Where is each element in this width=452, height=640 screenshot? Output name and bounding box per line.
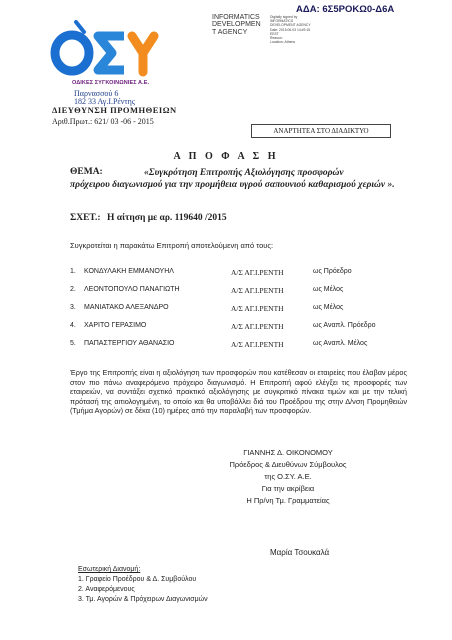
member-number: 2. (70, 286, 76, 293)
intro-text: Συγκροτείται η παρακάτω Επιτροπή αποτελούμενη από τους: (70, 241, 274, 250)
address-line-2: 182 33 Αγ.Ι.Ρέντης (74, 97, 135, 106)
member-organization: Α/Σ ΑΓ.Ι.ΡΕΝΤΗ (231, 304, 284, 313)
member-name: ΧΑΡΙΤΟ ΓΕΡΑΣΙΜΟ (84, 322, 147, 329)
member-organization: Α/Σ ΑΓ.Ι.ΡΕΝΤΗ (231, 268, 284, 277)
signatory-organization: της Ο.ΣΥ. Α.Ε. (264, 472, 312, 481)
signatory-name: ΓΙΑΝΝΗΣ Δ. ΟΙΚΟΝΟΜΟΥ (243, 448, 333, 457)
member-organization: Α/Σ ΑΓ.Ι.ΡΕΝΤΗ (231, 322, 284, 331)
document-title: Α Π Ο Φ Α Σ Η (173, 151, 279, 162)
member-row (70, 304, 410, 314)
member-name: ΛΕΟΝΤΟΠΟΥΛΟ ΠΑΝΑΓΙΩΤΗ (84, 286, 180, 293)
member-role: ως Αναπλ. Μέλος (313, 340, 368, 347)
protocol-number: Αριθ.Πρωτ.: 621/ 03 -06 - 2015 (52, 117, 154, 126)
subject-line-2: πρόχειρου διαγωνισμού για την προμήθεια υγρού σαπουνιού καθαρισμού χεριών ». (70, 180, 395, 190)
body-paragraph: Έργο της Επιτροπής είναι η αξιολόγηση των προσφορών που κατέθεσαν οι εταιρείες που έλαβαν μέρος στον πιο πάνω αναφερόμενο πρόχειρο διαγωνισμό. Η Επιτροπή αφού ελέγξει τις προσφορές των εταιρειών, να συντάξει σχετικό πρακτικό αξιολόγησης με συγκριτικό πίνακα τιμών και με την τελική πρότασή της αιτιολογημένη, το οποίο και θα υποβάλλει διά του Προέδρου της στην Δ/νση Προμηθειών (Τμήμα Αγορών) σε δέκα (10) ημέρες από την παραλαβή των προσφορών. (70, 368, 407, 416)
distribution-item: 2. Αναφερόμενους (78, 586, 135, 593)
distribution-title: Εσωτερική Διανομή: (78, 566, 141, 573)
subject-line-1: «Συγκρότηση Επιτροπής Αξιολόγησης προσφορών (144, 168, 344, 178)
distribution-item: 3. Τμ. Αγορών & Πρόχειρων Διαγωνισμών (78, 596, 208, 603)
member-number: 3. (70, 304, 76, 311)
subject-label: ΘΕΜΑ: (70, 167, 103, 177)
member-role: ως Μέλος (313, 286, 344, 293)
posting-stamp: ΑΝΑΡΤΗΤΕΑ ΣΤΟ ΔΙΑΔΙΚΤΥΟ (251, 124, 391, 138)
member-name: ΜΑΝΙΑΤΑΚΟ ΑΛΕΞΑΝΔΡΟ (84, 304, 169, 311)
member-name: ΠΑΠΑΣΤΕΡΓΙΟΥ ΑΘΑΝΑΣΙΟ (84, 340, 175, 347)
osy-logo (50, 20, 160, 78)
reference-label: ΣΧΕΤ.: (70, 213, 101, 223)
member-row (70, 268, 410, 278)
member-organization: Α/Σ ΑΓ.Ι.ΡΕΝΤΗ (231, 340, 284, 349)
logo-subtitle: ΟΔΙΚΕΣ ΣΥΓΚΟΙΝΩΝΙΕΣ Α.Ε. (72, 80, 150, 86)
department-title: ΔΙΕΥΘΥΝΣΗ ΠΡΟΜΗΘΕΙΩΝ (52, 105, 177, 115)
signer-name: Μαρία Τσουκαλά (270, 548, 330, 557)
signature-details: Digitally signed by INFORMATICS DEVELOPMENT AGENCY Date: 2015.06.03 14:49:15 EEST Reason: Location: Athens (270, 15, 311, 45)
member-role: ως Αναπλ. Πρόεδρο (313, 322, 376, 329)
signature-org-name: INFORMATICS DEVELOPMEN T AGENCY (212, 14, 261, 36)
member-organization: Α/Σ ΑΓ.Ι.ΡΕΝΤΗ (231, 286, 284, 295)
member-role: ως Πρόεδρο (313, 268, 352, 275)
address-line-1: Παρνασσού 6 (74, 89, 119, 98)
member-number: 4. (70, 322, 76, 329)
member-row (70, 340, 410, 350)
ada-code: ΑΔΑ: 6Σ5ΡΟΚΩ0-Δ6Α (296, 4, 395, 15)
member-number: 5. (70, 340, 76, 347)
reference-text: Η αίτηση με αρ. 119640 /2015 (107, 213, 227, 223)
member-name: ΚΟΝΔΥΛΑΚΗ ΕΜΜΑΝΟΥΗΛ (84, 268, 174, 275)
member-row (70, 322, 410, 332)
member-number: 1. (70, 268, 76, 275)
member-role: ως Μέλος (313, 304, 344, 311)
member-row (70, 286, 410, 296)
signatory-title: Πρόεδρος & Διευθύνων Σύμβουλος (229, 460, 347, 469)
accuracy-note: Για την ακρίβεια (261, 484, 315, 493)
distribution-item: 1. Γραφείο Προέδρου & Δ. Συμβούλου (78, 576, 197, 583)
secretariat-title: Η Πρ/νη Τμ. Γραμματείας (246, 496, 330, 505)
